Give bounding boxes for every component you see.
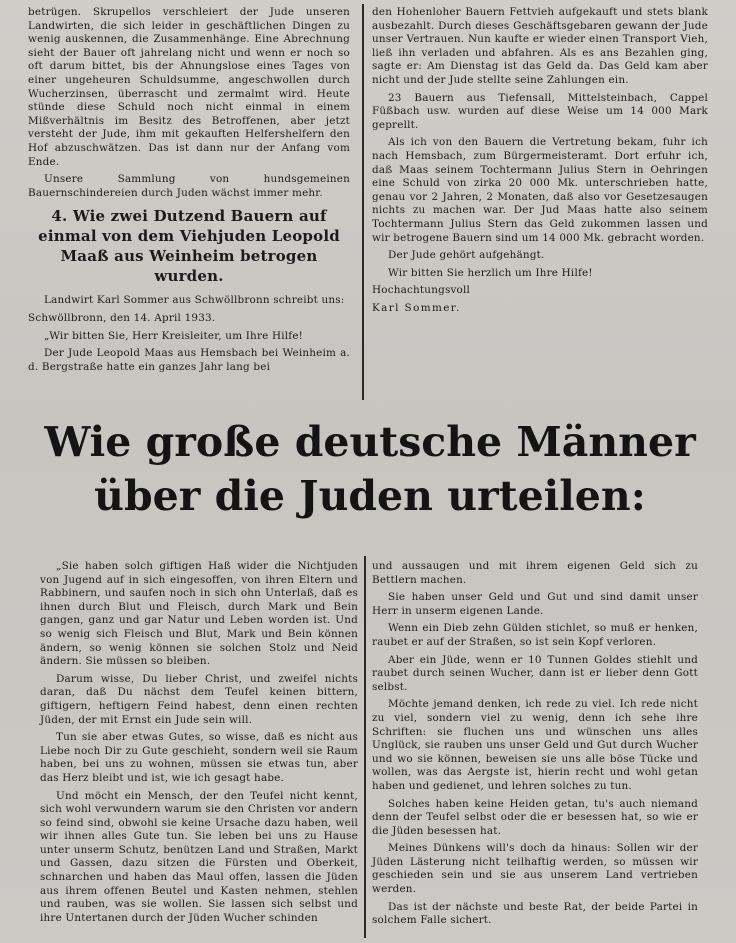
- paragraph: Darum wisse, Du lieber Christ, und zweifel nichts daran, daß Du nächst dem Teufel keinen bittern, giftigern, heftigern Feind habest, denn einen rechten Jüden, der mit Ernst ein Jude sein will.: [40, 672, 358, 726]
- paragraph: betrügen. Skrupellos verschleiert der Jude unseren Landwirten, die sich leider in geschäftlichen Dingen zu wenig auskennen, die Zusammenhänge. Eine Abrechnung sieht der Bauer oft jahrelang nicht und wenn er noch so oft darum bittet, bis der Ahnungslose eines Tages von einer ungeheuren Schuldsumme, angeschwollen durch Wucherzinsen, überrascht und zermalmt wird. Heute stünde diese Schuld noch nicht einmal in einem Mißverhältnis im Besitz des Betroffenen, aber jetzt versteht der Jude, ihm mit gekauften Helfershelfern den Hof abzuschwätzen. Das ist dann nur der Anfang vom Ende.: [28, 6, 350, 168]
- bottom-right-column: [372, 560, 698, 932]
- headline: [40, 415, 700, 523]
- paragraph: Aber ein Jüde, wenn er 10 Tunnen Goldes stiehlt und raubet durch seinen Wucher, dann ist er lieber denn Gott selbst.: [372, 653, 698, 693]
- paragraph: Und möcht ein Mensch, der den Teufel nicht kennt, sich wohl verwundern warum sie den Christen vor andern so feind sind, obwohl sie keine Ursache dazu haben, weil wir ihnen alles Gute tun. Sie leben bei uns zu Hause unter unserm Schutz, benützen Land und Straßen, Markt und Gassen, dazu sitzen die Fürsten und Oberkeit, schnarchen und haben das Maul offen, lassen die Jüden aus ihrem offenen Beutel und Kasten nehmen, stehlen und rauben, was sie wollen. Sie lassen sich selbst und ihre Untertanen durch der Jüden Wucher schinden: [40, 789, 358, 924]
- paragraph: 23 Bauern aus Tiefensall, Mittelsteinbach, Cappel Füßbach usw. wurden auf diese Weise um 14 000 Mark geprellt.: [372, 91, 708, 131]
- top-right-column: [372, 6, 708, 319]
- headline-line-1: Wie große deutsche Männer: [44, 418, 696, 466]
- paragraph: Das ist der nächste und beste Rat, der beide Partei in solchem Falle sichert.: [372, 900, 698, 927]
- dateline: Schwöllbronn, den 14. April 1933.: [28, 311, 216, 324]
- signature: Karl Sommer.: [372, 301, 461, 314]
- paragraph: Wenn ein Dieb zehn Gülden stichlet, so muß er henken, raubet er auf der Straßen, so ist sein Kopf verloren.: [372, 622, 698, 648]
- paragraph: und aussaugen und mit ihrem eigenen Geld sich zu Bettlern machen.: [372, 560, 698, 586]
- column-divider: [364, 556, 366, 938]
- paragraph: Wir bitten Sie herzlich um Ihre Hilfe!: [388, 266, 593, 279]
- paragraph: Unsere Sammlung von hundsgemeinen Bauernschindereien durch Juden wächst immer mehr.: [28, 173, 350, 199]
- column-divider: [362, 4, 364, 400]
- paragraph: „Sie haben solch giftigen Haß wider die Nichtjuden von Jugend auf in sich eingesoffen, von ihren Eltern und Rabbinern, und saufen noch in sich ohn Unterlaß, daß es ihnen durch Blut und Fleisch, durch Mark und Bein gangen, ganz und gar Natur und Leben worden ist. Und so wenig sich Fleisch und Blut, Mark und Bein können ändern, so wenig können sie solchen Stolz und Neid ändern. Sie müssen so bleiben.: [40, 560, 358, 668]
- paragraph: Möchte jemand denken, ich rede zu viel. Ich rede nicht zu viel, sondern viel zu wenig, denn ich sehe ihre Schriften: sie fluchen uns und wünschen uns alles Unglück, sie rauben uns unser Geld und Gut durch Wucher und wo sie können, beweisen sie uns alle böse Tücke und wollen, was das Aergste ist, hierin recht und wohl getan haben und gedienet, und lehren solches zu tun.: [372, 698, 698, 792]
- headline-line-2: über die Juden urteilen:: [94, 472, 646, 520]
- paragraph: Meines Dünkens will's doch da hinaus: Sollen wir der Jüden Lästerung nicht teilhaftig werden, so müssen wir geschieden sein und sie aus unserem Land vertrieben werden.: [372, 842, 698, 896]
- bottom-left-column: [40, 560, 358, 929]
- paragraph: den Hohenloher Bauern Fettvieh aufgekauft und stets blank ausbezahlt. Durch dieses Geschäftsgebaren gewann der Jude unser Vertrauen. Nun kaufte er wieder einen Transport Vieh, ließ ihn verladen und abfahren. Als es ans Bezahlen ging, sagte er: Am Dienstag ist das Geld da. Das Geld kam aber nicht und der Jude stellte seine Zahlungen ein.: [372, 6, 708, 86]
- paragraph: Der Jude Leopold Maas aus Hemsbach bei Weinheim a. d. Bergstraße hatte ein ganzes Jahr lang bei: [28, 347, 350, 373]
- paragraph: Als ich von den Bauern die Vertretung bekam, fuhr ich nach Hemsbach, zum Bürgermeisteramt. Dort erfuhr ich, daß Maas seinem Tochtermann Julius Stern in Oehringen eine Schuld von zirka 20 000 Mk. unterschrieben hatte, genau vor 2 Jahren, 2 Monaten, daß also vor Gesetzesaugen nichts zu machen war. Der Jud Maas hatte also seinem Tochtermann Julius Stern das Geld zukommen lassen und wir betrogene Bauern sind um 14 000 Mk. gebracht worden.: [372, 136, 708, 244]
- article-title: 4. Wie zwei Dutzend Bauern auf einmal von dem Viehjuden Leopold Maaß aus Weinheim betrogen wurden.: [38, 207, 340, 286]
- paragraph: Sie haben unser Geld und Gut und sind damit unser Herr in unserm eigenen Lande.: [372, 591, 698, 617]
- paragraph: Solches haben keine Heiden getan, tu's auch niemand denn der Teufel selbst oder die er besessen hat, so wie er die Jüden besessen hat.: [372, 797, 698, 837]
- closing: Hochachtungsvoll: [372, 284, 471, 297]
- top-left-column: [28, 6, 350, 378]
- salutation: „Wir bitten Sie, Herr Kreisleiter, um Ihre Hilfe!: [44, 329, 304, 342]
- paragraph: Der Jude gehört aufgehängt.: [388, 249, 545, 262]
- paragraph: Tun sie aber etwas Gutes, so wisse, daß es nicht aus Liebe noch Dir zu Gute geschieht, sondern weil sie Raum haben, bei uns zu wohnen, müssen sie etwas tun, aber das Herz bleibt und ist, wie ich gesagt habe.: [40, 731, 358, 784]
- article-intro: Landwirt Karl Sommer aus Schwöllbronn schreibt uns:: [44, 294, 345, 307]
